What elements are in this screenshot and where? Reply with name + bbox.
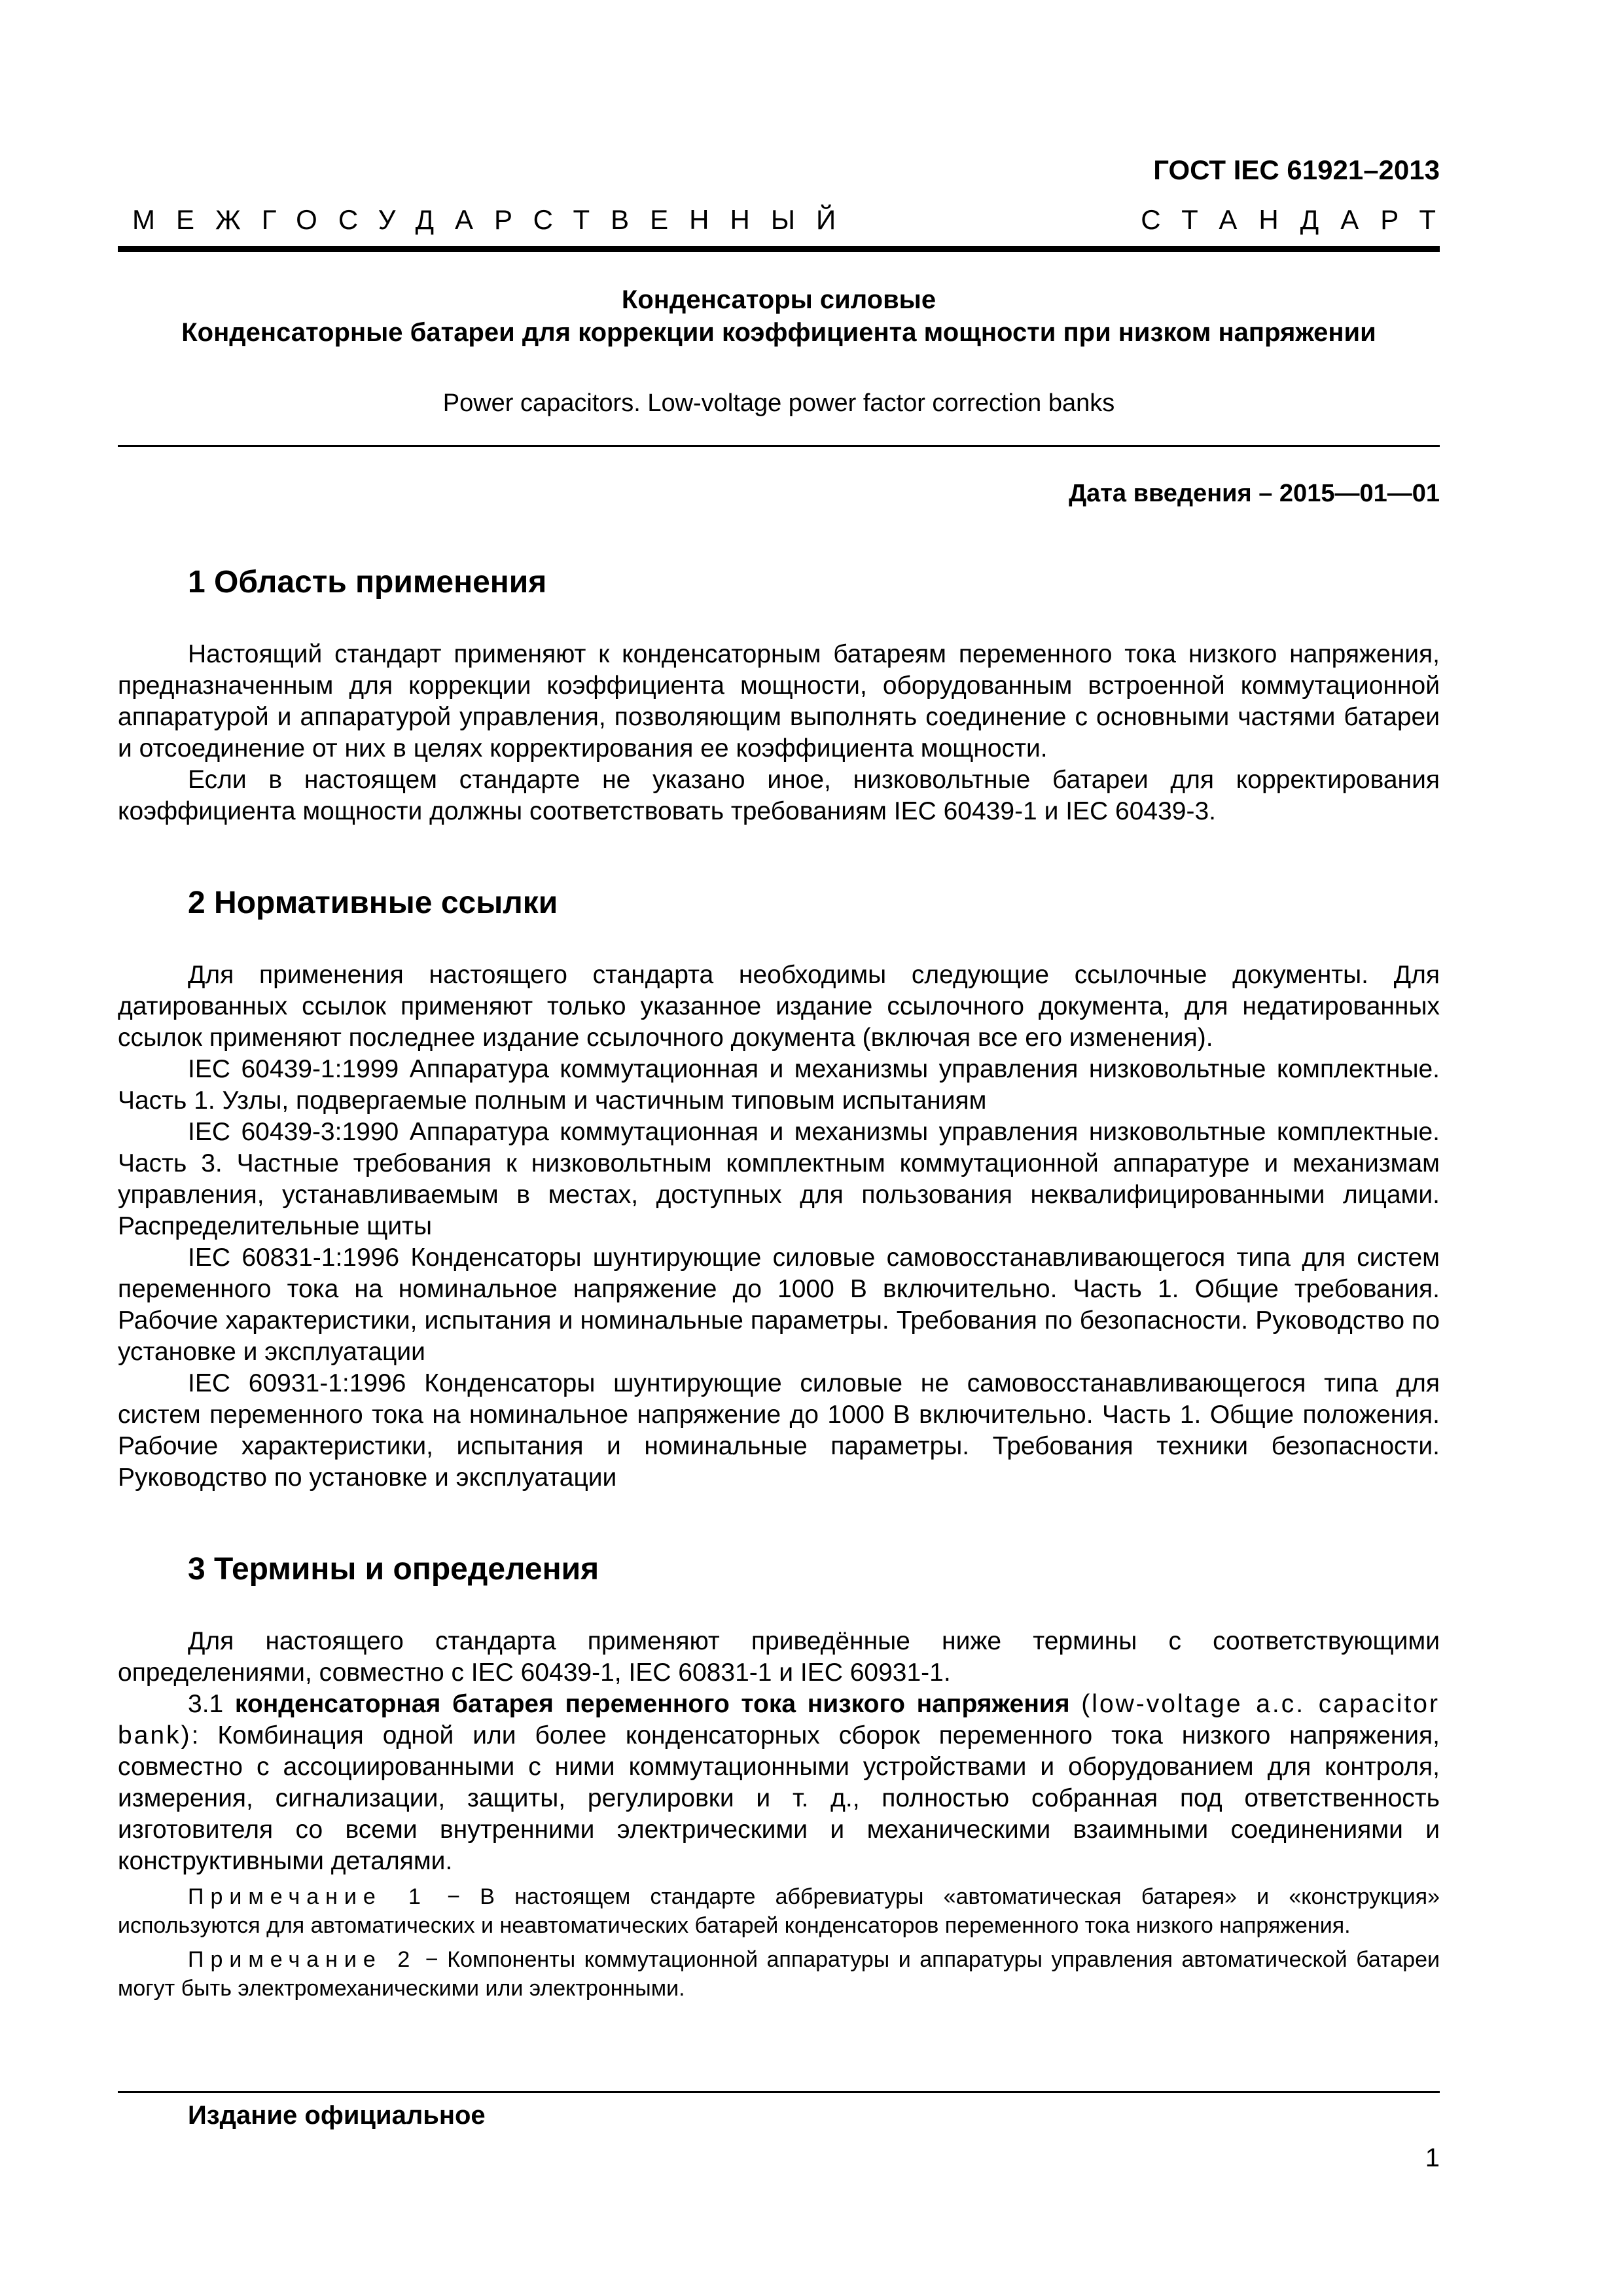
note-2-label: Примечание 2 bbox=[188, 1947, 417, 1972]
term-number: 3.1 bbox=[188, 1690, 224, 1718]
reference-iec-60439-3: IEC 60439-3:1990 Аппаратура коммутационная и механизмы управления низковольтные комплектные. Часть 3. Частные требования к низковольтным комплектным коммутационной аппаратуре и механизмам управления, устанавливаемым в местах, доступных для пользования неквалифицированными лицами. Распределительные щиты bbox=[118, 1118, 1440, 1240]
interstate-word: МЕЖГОСУДАРСТВЕННЫЙ bbox=[132, 204, 857, 235]
section-2-paragraph-1: Для применения настоящего стандарта необходимы следующие ссылочные документы. Для датированных ссылок применяют только указанное издание ссылочного документа, для недатированных ссылок применяют последнее издание ссылочного документа (включая все его изменения). bbox=[118, 961, 1440, 1052]
reference-iec-60831-1: IEC 60831-1:1996 Конденсаторы шунтирующие силовые самовосстанавливающегося типа для систем переменного тока на номинальное напряжение до 1000 В включительно. Часть 1. Общие требования. Рабочие характеристики, испытания и номинальные параметры. Требования по безопасности. Руководство по установке и эксплуатации bbox=[118, 1244, 1440, 1366]
term-3-1 bbox=[118, 1689, 1440, 1877]
page-content bbox=[118, 151, 1457, 2003]
english-title: Power capacitors. Low-voltage power factor correction banks bbox=[118, 389, 1440, 447]
reference-iec-60439-1: IEC 60439-1:1999 Аппаратура коммутационная и механизмы управления низковольтные комплектные. Часть 1. Узлы, подвергаемые полным и частичным типовым испытаниям bbox=[118, 1055, 1440, 1115]
term-english: (low-voltage a.c. capacitor bank) bbox=[118, 1690, 1440, 1749]
introduction-date: Дата введения – 2015—01—01 bbox=[1069, 480, 1440, 507]
term-russian: конденсаторная батарея переменного тока низкого напряжения bbox=[234, 1690, 1070, 1718]
section-2-heading: 2 Нормативные ссылки bbox=[188, 886, 558, 920]
document-title bbox=[118, 283, 1440, 349]
term-definition: : Комбинация одной или более конденсаторных сборок переменного тока низкого напряжения, совместно с ассоциированными с ними коммутационными устройствами и оборудованием для контроля, измерения, сигнализации, защиты, регулировки и т. д., полностью собранная под ответственность изготовителя со всеми внутренними электрическими и механическими взаимными соединениями и конструктивными деталями. bbox=[118, 1721, 1440, 1875]
section-3-paragraph-1: Для настоящего стандарта применяют приведённые ниже термины с соответствующими определениями, совместно с IEC 60439-1, IEC 60831-1 и IEC 60931-1. bbox=[118, 1627, 1440, 1687]
note-2 bbox=[118, 1945, 1440, 2003]
section-1-heading: 1 Область применения bbox=[188, 565, 547, 600]
section-3-heading: 3 Термины и определения bbox=[188, 1552, 599, 1587]
official-edition-label: Издание официальное bbox=[188, 2101, 486, 2130]
section-1-paragraph-2: Если в настоящем стандарте не указано иное, низковольтные батареи для корректирования коэффициента мощности должны соответствовать требованиям IEC 60439-1 и IEC 60439-3. bbox=[118, 766, 1440, 825]
standard-word: СТАНДАРТ bbox=[1141, 204, 1457, 235]
page-number: 1 bbox=[1425, 2144, 1440, 2172]
note-1 bbox=[118, 1882, 1440, 1940]
title-line-2: Конденсаторные батареи для коррекции коэффициента мощности при низком напряжении bbox=[181, 318, 1376, 347]
section-1-paragraph-1: Настоящий стандарт применяют к конденсаторным батареям переменного тока низкого напряжения, предназначенным для коррекции коэффициента мощности, оборудованным встроенной коммутационной аппаратурой и аппаратурой управления, позволяющим выполнять соединение с основными частями батареи и отсоединение от них в целях корректирования ее коэффициента мощности. bbox=[118, 640, 1440, 762]
gost-code: ГОСТ IEC 61921–2013 bbox=[1153, 154, 1440, 185]
note-1-label: Примечание 1 bbox=[188, 1884, 427, 1909]
reference-iec-60931-1: IEC 60931-1:1996 Конденсаторы шунтирующие силовые не самовосстанавливающегося типа для систем переменного тока на номинальное напряжение до 1000 В включительно. Часть 1. Общие положения. Рабочие характеристики, испытания и номинальные параметры. Требования техники безопасности. Руководство по установке и эксплуатации bbox=[118, 1369, 1440, 1492]
footer-divider bbox=[118, 2091, 1440, 2093]
note-1-text: − В настоящем стандарте аббревиатуры «автоматическая батарея» и «конструкция» используются для автоматических и неавтоматических батарей конденсаторов переменного тока низкого напряжения. bbox=[118, 1884, 1440, 1938]
title-line-1: Конденсаторы силовые bbox=[621, 285, 936, 314]
note-2-text: − Компоненты коммутационной аппаратуры и аппаратуры управления автоматической батареи могут быть электромеханическими или электронными. bbox=[118, 1947, 1440, 2001]
standard-type-banner bbox=[118, 204, 1457, 252]
